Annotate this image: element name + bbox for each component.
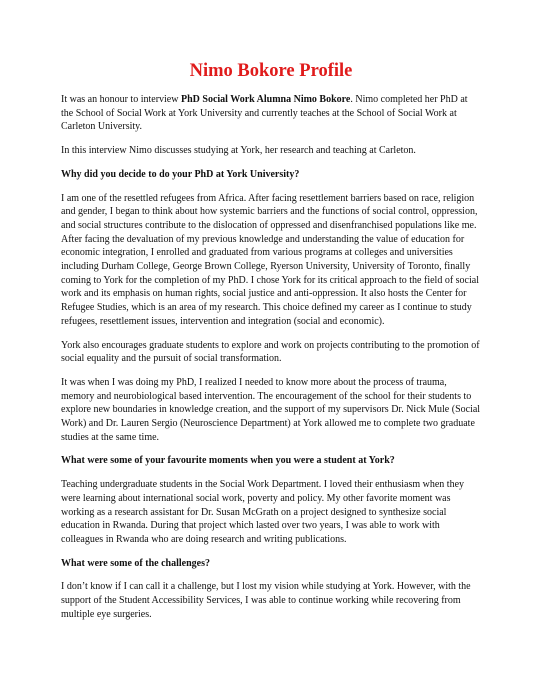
paragraph-york-encourages: York also encourages graduate students to explore and work on projects contributing to the promotion of social equality and the pursuit of social transformation. <box>61 339 480 365</box>
intro-text-before: It was an honour to interview <box>61 94 181 105</box>
paragraph-vision-loss: I don’t know if I can call it a challenge, but I lost my vision while studying at York. However, with the support of the Student Accessibility Services, I was able to continue working while recovering from multiple eye surgeries. <box>61 581 471 620</box>
document-page <box>61 60 481 632</box>
paragraph-summary: In this interview Nimo discusses studying at York, her research and teaching at Carleton. <box>61 145 416 157</box>
intro-paragraph <box>61 93 481 134</box>
page-title: Nimo Bokore Profile <box>189 61 353 81</box>
question-heading-challenges: What were some of the challenges? <box>61 557 210 569</box>
question-heading-favourite-moments: What were some of your favourite moments when you were a student at York? <box>61 455 395 467</box>
intro-name-bold: PhD Social Work Alumna Nimo Bokore <box>180 94 351 105</box>
paragraph-trauma-research: It was when I was doing my PhD, I realized I needed to know more about the process of trauma, memory and neurobiological based intervention. The encouragement of the school for their students to explore new boundaries in knowledge creation, and the support of my supervisors Dr. Nick Mule (Social Work) and Dr. Lauren Sergio (Neuroscience Department) at York allowed me to complete two graduate studies at the same time. <box>61 376 481 443</box>
paragraph-refugee-background: I am one of the resettled refugees from Africa. After facing resettlement barriers based on race, religion and gender, I began to think about how systemic barriers and the functions of social control, oppression, and social structures contribute to the dislocation of oppressed and disenfranchised populations like me. After facing the devaluation of my previous knowledge and understanding the value of education for economic integration, I enrolled and graduated from various programs at colleges and universities including Durham College, George Brown College, Ryerson University, University of Toronto, finally coming to York for the completion of my PhD. I chose York for its critical approach to the field of social work and its emphasis on human rights, social justice and anti-oppression. It also hosts the Center for Refugee Studies, which is an area of my research. This choice defined my career as I continue to study refugees, resettlement issues, intervention and integration (social and economic). <box>61 192 479 327</box>
question-heading-why-york: Why did you decide to do your PhD at York University? <box>61 168 300 180</box>
intro-text-after: . Nimo completed her PhD at the School of Social Work at York University and currently teaches at the School of Social Work at Carleton University. <box>61 94 468 133</box>
paragraph-teaching: Teaching undergraduate students in the Social Work Department. I loved their enthusiasm when they were learning about international social work, poverty and policy. My other favorite moment was working as a research assistant for Dr. Susan McGrath on a project designed to synthesize social education in Rwanda. During that project which lasted over two years, I was able to work with colleagues in Rwanda who are doing research and writing publications. <box>61 479 465 545</box>
